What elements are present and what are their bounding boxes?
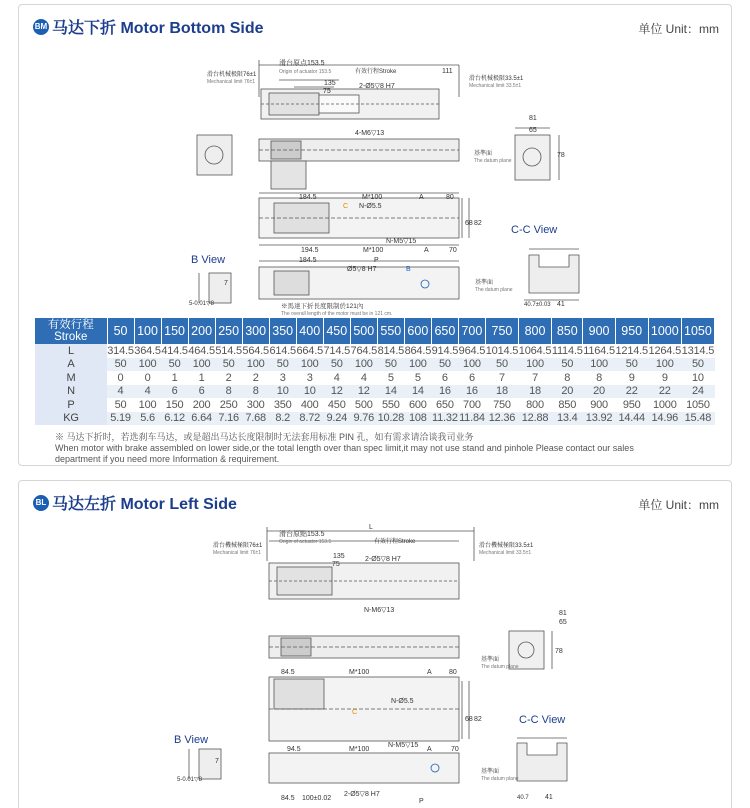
- table-cell: 50: [552, 358, 583, 372]
- svg-text:A: A: [427, 669, 432, 676]
- table-cell: 5.19: [107, 412, 134, 426]
- table-cell: 364.5: [134, 344, 161, 357]
- table-cell: 14: [377, 385, 404, 399]
- table-cell: 50: [485, 358, 518, 372]
- table-cell: 100: [350, 358, 377, 372]
- svg-text:135: 135: [333, 553, 345, 560]
- table-cell: 16: [431, 385, 458, 399]
- stroke-col: 350: [269, 318, 296, 344]
- table-cell: 9: [648, 371, 681, 385]
- table-cell: 1014.5: [485, 344, 519, 357]
- table-cell: 5: [377, 371, 404, 385]
- table-cell: 200: [188, 398, 215, 412]
- table-cell: 0: [107, 371, 134, 385]
- svg-text:84.5: 84.5: [281, 795, 295, 802]
- table-cell: 1264.5: [648, 344, 681, 357]
- stroke-col: 950: [615, 318, 648, 344]
- svg-text:A: A: [427, 746, 432, 753]
- svg-text:135: 135: [324, 80, 336, 87]
- table-cell: 750: [485, 398, 518, 412]
- table-cell: 14: [404, 385, 431, 399]
- table-cell: 4: [107, 385, 134, 399]
- svg-text:滑台机械极限76±1: 滑台机械极限76±1: [207, 72, 257, 78]
- table-row: [35, 398, 715, 412]
- table-cell: 414.5: [161, 344, 188, 357]
- svg-text:80: 80: [449, 669, 457, 676]
- svg-text:P: P: [419, 798, 424, 805]
- technical-drawing: [19, 481, 733, 808]
- table-cell: 100: [648, 358, 681, 372]
- svg-text:Mechanical limit 33.5±1: Mechanical limit 33.5±1: [469, 83, 522, 89]
- svg-text:Origin of actuator 153.5: Origin of actuator 153.5: [279, 69, 332, 75]
- svg-text:5-0.01▽8: 5-0.01▽8: [177, 777, 202, 783]
- stroke-col: 250: [215, 318, 242, 344]
- svg-text:100±0.02: 100±0.02: [302, 795, 332, 802]
- svg-text:40.7±0.03: 40.7±0.03: [524, 302, 551, 308]
- svg-text:82: 82: [474, 220, 482, 227]
- svg-text:基準面: 基準面: [481, 769, 500, 775]
- table-cell: 150: [161, 398, 188, 412]
- table-cell: 5: [404, 371, 431, 385]
- table-cell: 864.5: [404, 344, 432, 357]
- table-cell: 1: [161, 371, 188, 385]
- table-cell: 12.36: [485, 412, 518, 426]
- stroke-header-label: 有效行程 Stroke: [35, 318, 107, 344]
- svg-text:81: 81: [559, 610, 567, 617]
- table-cell: 1: [188, 371, 215, 385]
- svg-text:68: 68: [465, 716, 473, 723]
- svg-text:68: 68: [465, 220, 473, 227]
- svg-text:70: 70: [449, 247, 457, 254]
- stroke-col: 500: [350, 318, 377, 344]
- stroke-col: 550: [377, 318, 404, 344]
- table-cell: 2: [242, 371, 269, 385]
- svg-text:81: 81: [529, 115, 537, 122]
- svg-text:M*100: M*100: [349, 669, 370, 676]
- table-cell: 8: [215, 385, 242, 399]
- table-cell: 314.5: [107, 344, 134, 357]
- table-cell: 4: [323, 371, 350, 385]
- unit-label: 单位 Unit：mm: [638, 498, 719, 512]
- table-cell: 12.88: [519, 412, 552, 426]
- cc-view-label: C-C View: [511, 224, 558, 236]
- svg-text:7: 7: [224, 280, 228, 287]
- table-cell: 13.4: [552, 412, 583, 426]
- svg-text:有效行程Stroke: 有效行程Stroke: [355, 69, 397, 75]
- table-cell: 11.84: [459, 412, 485, 425]
- table-cell: 12: [323, 385, 350, 399]
- table-cell: 700: [458, 398, 485, 412]
- stroke-col: 800: [519, 318, 552, 344]
- table-cell: 800: [519, 398, 552, 412]
- table-cell: 400: [296, 398, 323, 412]
- svg-text:70: 70: [451, 746, 459, 753]
- table-cell: 7.68: [242, 412, 269, 426]
- svg-text:L: L: [369, 524, 373, 531]
- svg-text:84.5: 84.5: [281, 669, 295, 676]
- svg-text:194.5: 194.5: [301, 247, 319, 254]
- table-row: [35, 344, 715, 358]
- table-cell: 6.12: [161, 412, 188, 426]
- svg-text:4-M6▽13: 4-M6▽13: [355, 130, 385, 137]
- svg-text:滑台机械极限33.5±1: 滑台机械极限33.5±1: [469, 76, 524, 82]
- svg-text:Origin of actuator 153.5: Origin of actuator 153.5: [279, 539, 332, 545]
- table-cell: 950: [615, 398, 648, 412]
- stroke-col: 750: [485, 318, 518, 344]
- table-cell: 16: [458, 385, 485, 399]
- table-cell: 850: [552, 398, 583, 412]
- svg-text:A: A: [419, 194, 424, 201]
- svg-text:基準面: 基準面: [481, 657, 500, 663]
- motor-left-side-card: [18, 480, 732, 808]
- svg-text:2-Ø5▽8 H7: 2-Ø5▽8 H7: [344, 791, 380, 798]
- table-cell: 7.16: [215, 412, 242, 426]
- table-cell: 664.5: [296, 344, 323, 357]
- table-cell: 1000: [648, 398, 681, 412]
- row-label: L: [35, 344, 107, 358]
- svg-text:P: P: [374, 257, 379, 264]
- svg-text:N-M5▽15: N-M5▽15: [388, 742, 419, 749]
- table-cell: 8.2: [269, 412, 296, 426]
- svg-text:82: 82: [474, 716, 482, 723]
- svg-text:N-Ø5.5: N-Ø5.5: [359, 203, 382, 210]
- svg-text:5-0.01▽8: 5-0.01▽8: [189, 301, 214, 307]
- table-cell: 22: [615, 385, 648, 399]
- svg-text:Mechanical limit 76±1: Mechanical limit 76±1: [207, 79, 256, 85]
- b-view-label: B View: [191, 254, 226, 266]
- row-label: M: [35, 371, 107, 385]
- table-cell: 50: [107, 358, 134, 372]
- table-cell: 10: [681, 371, 714, 385]
- svg-text:Mechanical limit 76±1: Mechanical limit 76±1: [213, 550, 262, 556]
- table-cell: 24: [681, 385, 714, 399]
- table-cell: 4: [134, 385, 161, 399]
- stroke-col: 300: [242, 318, 269, 344]
- table-cell: 9.24: [323, 412, 350, 426]
- table-cell: 18: [519, 385, 552, 399]
- table-cell: 100: [458, 358, 485, 372]
- svg-text:94.5: 94.5: [287, 746, 301, 753]
- table-row: [35, 371, 715, 385]
- table-row: [35, 412, 715, 426]
- table-cell: 100: [519, 358, 552, 372]
- unit-label: 单位 Unit：mm: [638, 22, 719, 36]
- table-cell: 100: [188, 358, 215, 372]
- svg-text:65: 65: [529, 127, 537, 134]
- row-label: KG: [35, 412, 107, 426]
- table-cell: 814.5: [377, 344, 405, 357]
- table-cell: 1164.5: [583, 344, 615, 357]
- svg-text:7: 7: [215, 758, 219, 765]
- table-cell: 350: [269, 398, 296, 412]
- table-cell: 8: [583, 371, 615, 385]
- table-cell: 20: [552, 385, 583, 399]
- table-cell: 10.28: [377, 412, 405, 425]
- table-cell: 5.6: [134, 412, 161, 426]
- stroke-col: 50: [107, 318, 134, 344]
- svg-text:N-Ø5.5: N-Ø5.5: [391, 698, 414, 705]
- svg-text:滑台機械極限76±1: 滑台機械極限76±1: [213, 543, 263, 549]
- table-cell: 100: [404, 358, 431, 372]
- table-cell: 50: [431, 358, 458, 372]
- table-cell: 1214.5: [615, 344, 648, 357]
- cc-view-label: C-C View: [519, 714, 566, 726]
- svg-text:Mechanical limit 33.5±1: Mechanical limit 33.5±1: [479, 550, 532, 556]
- svg-text:111: 111: [442, 68, 453, 75]
- stroke-col: 850: [552, 318, 583, 344]
- table-cell: 714.5: [323, 344, 351, 357]
- svg-text:65: 65: [559, 619, 567, 626]
- stroke-col: 650: [431, 318, 458, 344]
- svg-text:The datum plane: The datum plane: [474, 158, 512, 164]
- svg-text:The datum plane: The datum plane: [481, 664, 519, 670]
- svg-text:Ø5▽8 H7: Ø5▽8 H7: [347, 266, 377, 273]
- section-badge: BL: [33, 495, 49, 511]
- table-cell: 964.5: [458, 344, 486, 357]
- svg-text:A: A: [424, 247, 429, 254]
- table-cell: 550: [377, 398, 404, 412]
- table-cell: 614.5: [269, 344, 296, 357]
- svg-text:40.7: 40.7: [517, 795, 529, 801]
- table-cell: 500: [350, 398, 377, 412]
- table-cell: 250: [215, 398, 242, 412]
- svg-text:2-Ø5▽8 H7: 2-Ø5▽8 H7: [359, 83, 395, 90]
- section-title: 马达左折 Motor Left Side: [52, 496, 237, 513]
- technical-drawing: [19, 5, 733, 317]
- table-cell: 100: [242, 358, 269, 372]
- table-cell: 14.44: [615, 412, 648, 426]
- svg-text:基準面: 基準面: [475, 280, 494, 286]
- svg-text:75: 75: [323, 88, 331, 95]
- table-cell: 12: [350, 385, 377, 399]
- table-cell: 50: [681, 358, 714, 372]
- stroke-col: 400: [296, 318, 323, 344]
- table-cell: 1314.5: [681, 344, 715, 357]
- svg-text:N-M5▽15: N-M5▽15: [386, 238, 417, 245]
- svg-text:C: C: [343, 203, 349, 210]
- stroke-col: 900: [583, 318, 615, 344]
- stroke-col: 200: [188, 318, 215, 344]
- table-row: [35, 358, 715, 372]
- table-cell: 13.92: [583, 412, 615, 426]
- table-cell: 50: [377, 358, 404, 372]
- svg-text:184.5: 184.5: [299, 257, 317, 264]
- table-cell: 2: [215, 371, 242, 385]
- table-cell: 108: [404, 412, 431, 426]
- table-cell: 50: [107, 398, 134, 412]
- motor-bottom-side-card: [18, 4, 732, 466]
- table-cell: 50: [215, 358, 242, 372]
- row-label: P: [35, 398, 107, 412]
- table-cell: 50: [615, 358, 648, 372]
- table-cell: 764.5: [350, 344, 378, 357]
- table-cell: 4: [350, 371, 377, 385]
- svg-text:滑台機械極限33.5±1: 滑台機械極限33.5±1: [479, 543, 534, 549]
- table-cell: 8: [242, 385, 269, 399]
- table-cell: 514.5: [215, 344, 242, 357]
- svg-text:184.5: 184.5: [299, 194, 317, 201]
- table-cell: 1050: [681, 398, 714, 412]
- table-cell: 100: [134, 358, 161, 372]
- section-badge: BM: [33, 19, 49, 35]
- svg-text:有效行程Stroke: 有效行程Stroke: [374, 539, 416, 545]
- table-cell: 6: [431, 371, 458, 385]
- table-row: [35, 385, 715, 399]
- table-cell: 600: [404, 398, 431, 412]
- stroke-col: 1000: [648, 318, 681, 344]
- svg-text:78: 78: [555, 648, 563, 655]
- table-cell: 7: [485, 371, 518, 385]
- table-cell: 0: [134, 371, 161, 385]
- spec-table: [35, 318, 715, 425]
- svg-text:75: 75: [332, 561, 340, 568]
- table-cell: 8: [552, 371, 583, 385]
- svg-text:M*100: M*100: [349, 746, 370, 753]
- table-cell: 8.72: [296, 412, 323, 426]
- stroke-col: 1050: [681, 318, 714, 344]
- table-cell: 900: [583, 398, 615, 412]
- table-cell: 6: [188, 385, 215, 399]
- table-cell: 3: [269, 371, 296, 385]
- svg-text:The overall length of the moto: The overall length of the motor must be in 121 cm.: [281, 311, 393, 317]
- table-cell: 9: [615, 371, 648, 385]
- stroke-col: 600: [404, 318, 431, 344]
- table-cell: 50: [161, 358, 188, 372]
- origin-label: 滑台原点153.5: [279, 60, 325, 67]
- svg-text:基準面: 基準面: [474, 151, 493, 157]
- table-cell: 10: [269, 385, 296, 399]
- table-cell: 450: [323, 398, 350, 412]
- table-cell: 3: [296, 371, 323, 385]
- stroke-col: 100: [134, 318, 161, 344]
- warning-note: ※馬達下折長度限制於121內: [281, 303, 364, 310]
- table-cell: 10: [296, 385, 323, 399]
- svg-text:2-Ø5▽8 H7: 2-Ø5▽8 H7: [365, 556, 401, 563]
- svg-text:N-M6▽13: N-M6▽13: [364, 607, 395, 614]
- svg-text:80: 80: [446, 194, 454, 201]
- svg-text:滑台原點153.5: 滑台原點153.5: [279, 531, 325, 538]
- table-cell: 100: [296, 358, 323, 372]
- table-cell: 100: [134, 398, 161, 412]
- table-cell: 6.64: [188, 412, 215, 426]
- svg-text:C: C: [352, 709, 358, 716]
- stroke-col: 450: [323, 318, 350, 344]
- svg-text:B: B: [406, 266, 411, 273]
- stroke-col: 700: [458, 318, 485, 344]
- stroke-col: 150: [161, 318, 188, 344]
- table-cell: 22: [648, 385, 681, 399]
- footnote: ※ 马达下折时，若选刹车马达，或是超出马达长度限制时无法套用标准 PIN 孔，如有需求请洽谈我司业务 When motor with brake assembled on lower side,or the total length over than spec limit,it may not use stand and pinhole Please contact our sales department if you need more Information & requirement.: [55, 432, 634, 464]
- stroke-header-row: [35, 318, 715, 344]
- table-cell: 6: [458, 371, 485, 385]
- table-cell: 6: [161, 385, 188, 399]
- table-cell: 464.5: [188, 344, 215, 357]
- table-cell: 11.32: [432, 412, 458, 425]
- table-cell: 7: [519, 371, 552, 385]
- table-cell: 20: [583, 385, 615, 399]
- svg-text:41: 41: [557, 301, 565, 308]
- table-cell: 14.96: [648, 412, 681, 426]
- table-cell: 1114.5: [551, 344, 583, 357]
- svg-text:M*100: M*100: [363, 247, 384, 254]
- table-cell: 50: [323, 358, 350, 372]
- table-cell: 18: [485, 385, 518, 399]
- row-label: N: [35, 385, 107, 399]
- table-cell: 300: [242, 398, 269, 412]
- table-cell: 9.76: [350, 412, 377, 426]
- table-cell: 650: [431, 398, 458, 412]
- section-title: 马达下折 Motor Bottom Side: [52, 20, 264, 37]
- table-cell: 564.5: [242, 344, 269, 357]
- svg-text:M*100: M*100: [362, 194, 383, 201]
- table-cell: 50: [269, 358, 296, 372]
- table-cell: 1064.5: [518, 344, 552, 357]
- b-view-label: B View: [174, 734, 209, 746]
- row-label: A: [35, 358, 107, 372]
- svg-text:The datum plane: The datum plane: [481, 776, 519, 782]
- svg-text:The datum plane: The datum plane: [475, 287, 513, 293]
- svg-text:78: 78: [557, 152, 565, 159]
- svg-text:41: 41: [545, 794, 553, 801]
- table-cell: 15.48: [681, 412, 714, 426]
- table-cell: 100: [583, 358, 615, 372]
- table-cell: 914.5: [431, 344, 459, 357]
